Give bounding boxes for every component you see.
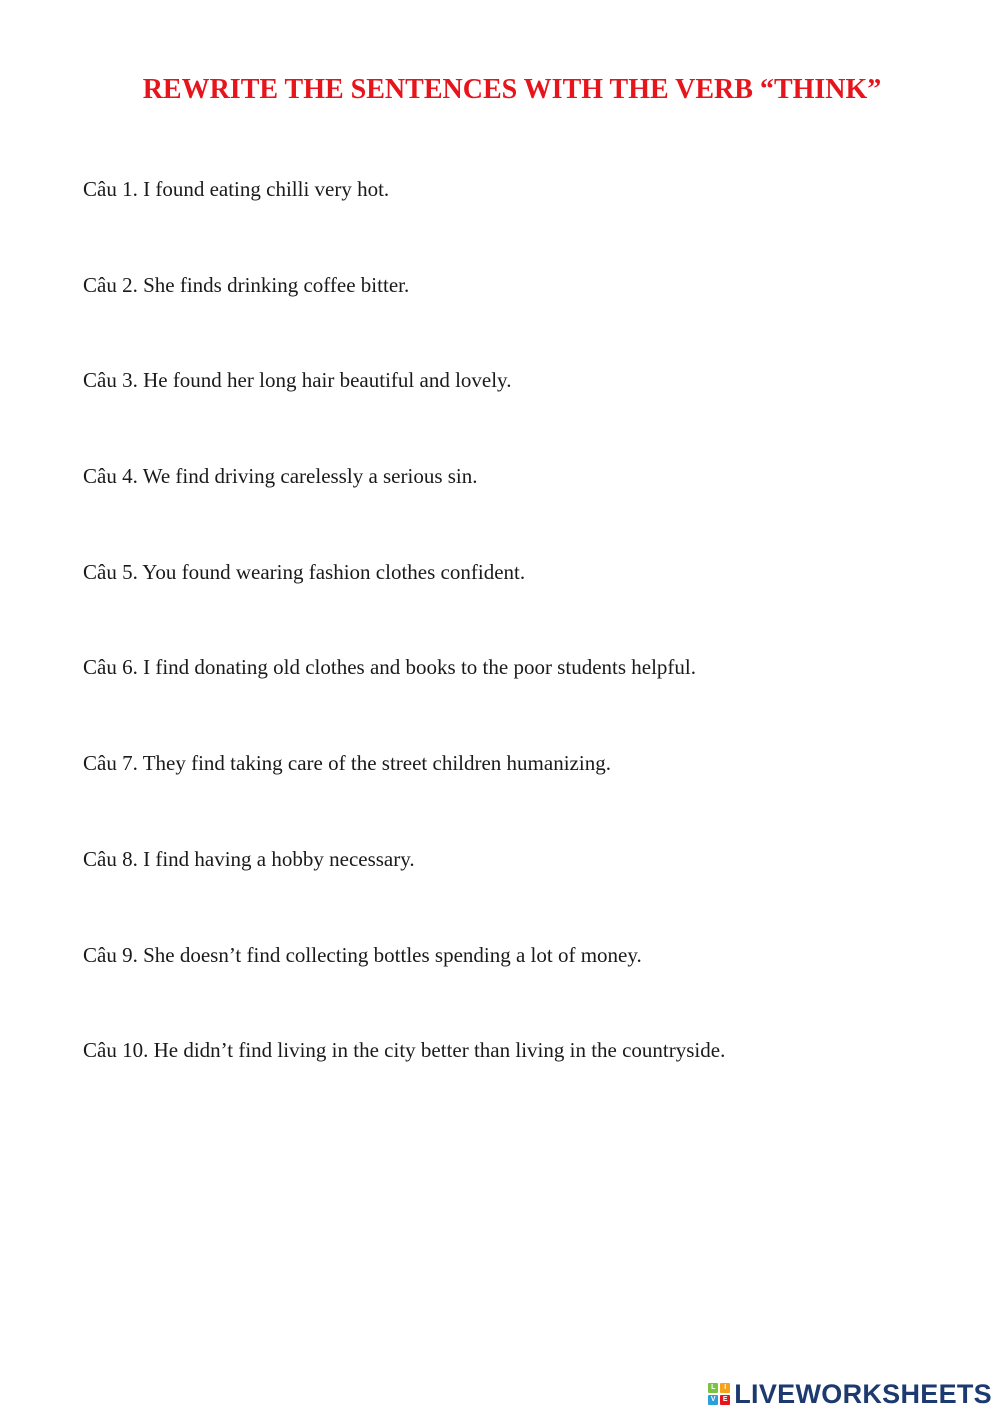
question-9: Câu 9. She doesn’t find collecting bottles spending a lot of money. (83, 942, 642, 967)
question-4: Câu 4. We find driving carelessly a serious sin. (83, 464, 478, 489)
question-3: Câu 3. He found her long hair beautiful and lovely. (83, 368, 512, 393)
question-10: Câu 10. He didn’t find living in the city better than living in the countryside. (83, 1038, 726, 1063)
question-list (83, 172, 963, 1129)
logo-tile-l: L (708, 1383, 718, 1393)
logo-tile-v: V (708, 1395, 718, 1405)
logo-tile-e: E (720, 1395, 730, 1405)
question-2: Câu 2. She finds drinking coffee bitter. (83, 272, 410, 297)
question-8: Câu 8. I find having a hobby necessary. (83, 846, 415, 871)
brand-text: LIVEWORKSHEETS (734, 1378, 992, 1409)
liveworksheets-logo-icon (708, 1383, 730, 1405)
question-5: Câu 5. You found wearing fashion clothes confident. (83, 559, 526, 584)
liveworksheets-logo[interactable] (708, 1374, 992, 1414)
question-7: Câu 7. They find taking care of the street children humanizing. (83, 751, 611, 776)
page-title: REWRITE THE SENTENCES WITH THE VERB “THINK” (142, 74, 882, 105)
logo-tile-i: I (720, 1383, 730, 1393)
question-6: Câu 6. I find donating old clothes and books to the poor students helpful. (83, 655, 696, 680)
question-1: Câu 1. I found eating chilli very hot. (83, 177, 390, 201)
